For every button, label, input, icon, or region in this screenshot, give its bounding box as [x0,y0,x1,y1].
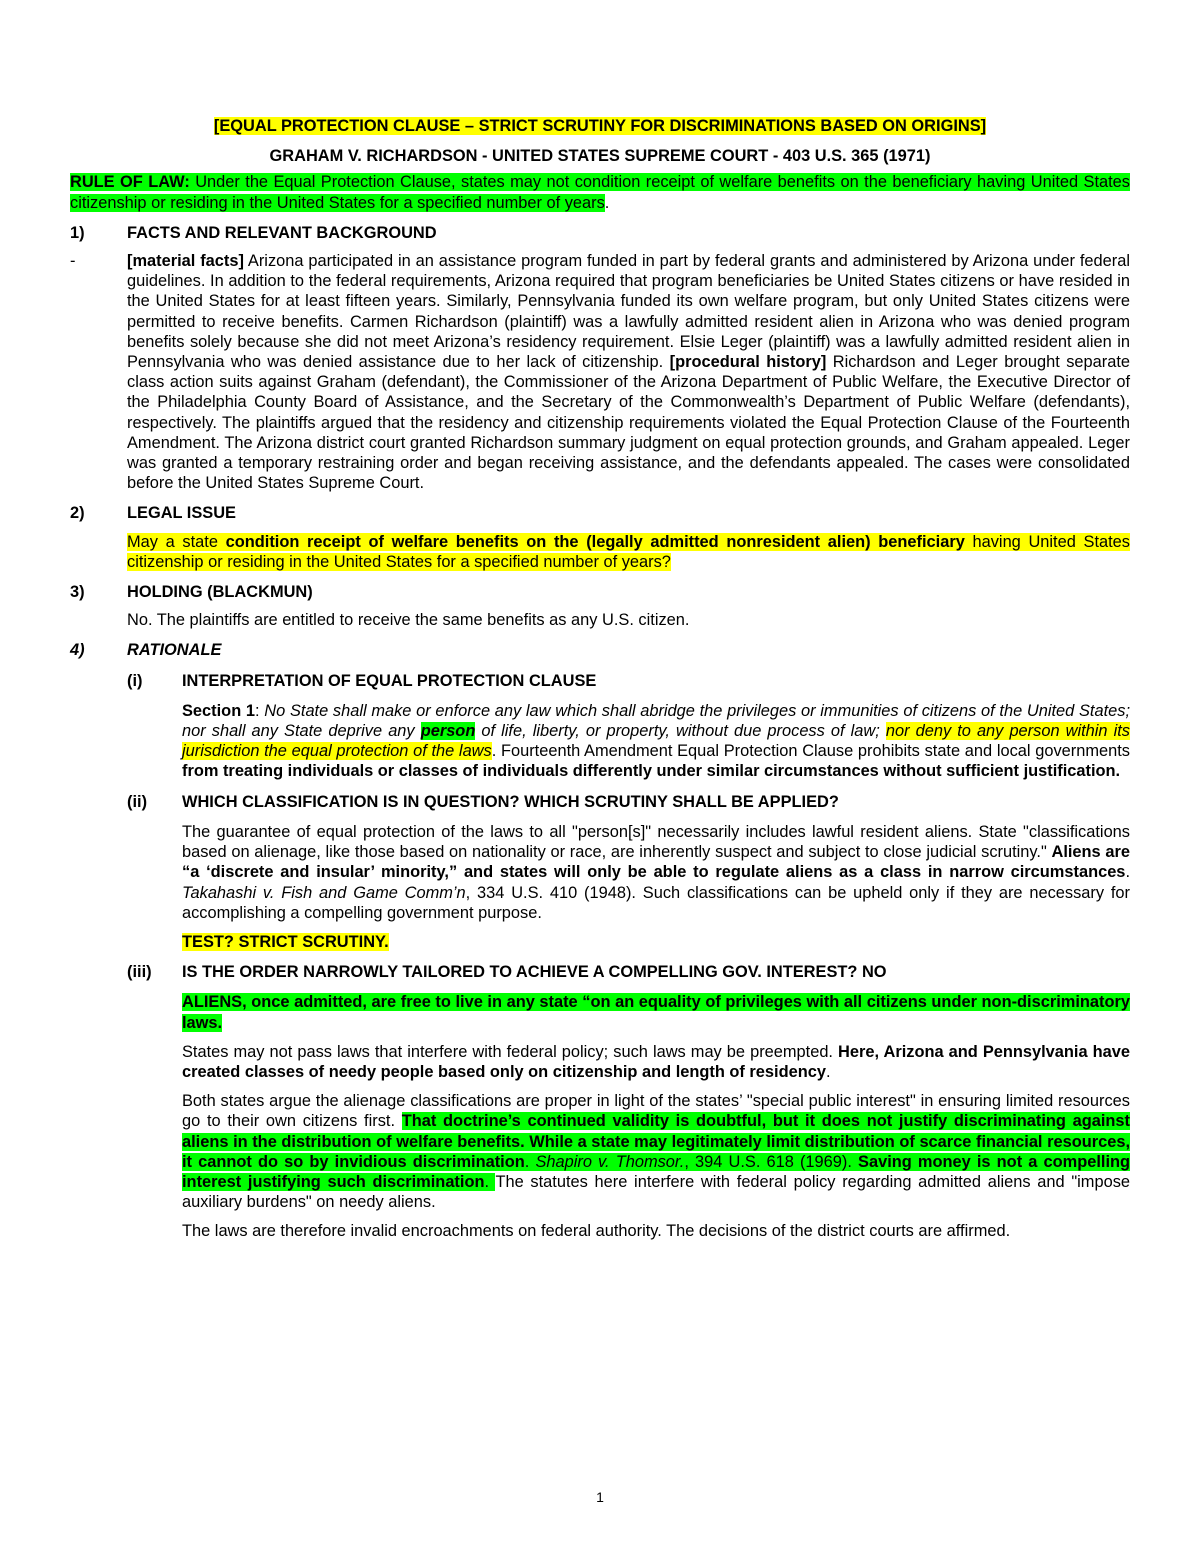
holding-text: No. The plaintiffs are entitled to receive the same benefits as any U.S. citizen. [127,611,690,630]
section-rationale-heading [70,640,1130,660]
section-1-text-1: . Fourteenth Amendment Equal Protection Clause prohibits state and local governments [491,742,1130,761]
amendment-quote-1: No State shall make or enforce any law which shall abridge the privileges or immunities of citizens of the United States; nor shall any State deprive any [182,701,1131,741]
argue-text-2: That doctrine’s continued validity is doubtful, but it does not justify discriminating against aliens in the distribution of welfare benefits. While a state may legitimately limit distribution of scarce financial resources, it cannot do so by invidious discrimination [182,1112,1131,1171]
amendment-quote-2: of life, liberty, or property, without due process of law; [475,722,886,741]
section-holding-heading [70,582,1130,602]
material-facts-text: Arizona participated in an assistance program funded in part by federal grants and administered by Arizona under federal guidelines. In addition to the federal requirements, Arizona required that program beneficiaries be United States citizens or have resided in the United States for at least fifteen years. Similarly, Pennsylvania funded its own welfare program, but only United States citizens were permitted to receive benefits. Carmen Richardson (plaintiff) was a lawfully admitted resident alien in Arizona who was denied program benefits solely because she did not meet Arizona’s residency requirement. Elsie Leger (plaintiff) was a lawfully admitted resident alien in Pennsylvania who was denied assistance due to her lack of citizenship. [127,252,1130,372]
section-number: 1) [70,223,85,242]
facts-text [127,251,1130,493]
classification-text-1: The guarantee of equal protection of the laws to all "person[s]" necessarily includes lawful resident aliens. State "classifications based on alienage, like those based on nationality or race, are inherently suspect and subject to close judicial scrutiny." [182,822,1130,862]
preemption-text-3: . [825,1062,831,1081]
subsection-title: IS THE ORDER NARROWLY TAILORED TO ACHIEVE A COMPELLING GOV. INTEREST? NO [182,963,887,982]
page-number: 1 [596,1489,604,1505]
section-title: HOLDING (BLACKMUN) [127,583,313,602]
case-citation-takahashi: Takahashi v. Fish and Game Comm’n [182,883,466,902]
rule-text: Under the Equal Protection Clause, states may not condition receipt of welfare benefits on the beneficiary having United States citizenship or residing in the United States for a specified number of years [70,173,1130,212]
test-line [182,932,1130,952]
procedural-history-text: Richardson and Leger brought separate class action suits against Graham (defendant), the Commissioner of the Arizona Department of Public Welfare, the Executive Director of the Philadelphia County Board of Assistance, and the Secretary of the Commonwealth’s Department of Public Welfare (defendants), respectively. The plaintiffs argued that the residency and citizenship requirements violated the Equal Protection Clause of the Fourteenth Amendment. The Arizona district court granted Richardson summary judgment on equal protection grounds, and Graham appealed. Leger was granted a temporary restraining order and began receiving assistance, and the defendants appealed. The cases were consolidated before the United States Supreme Court. [127,353,1130,493]
rule-of-law [70,172,1130,212]
test-text: TEST? STRICT SCRUTINY. [182,932,389,951]
section-title: LEGAL ISSUE [127,504,236,523]
colon: : [255,701,265,720]
subsection-number: (i) [127,671,143,690]
bullet-dash: - [70,252,76,271]
subsection-i-heading [127,671,1130,691]
subsection-iii-heading [127,962,1130,982]
classification-text-5: , 334 U.S. 410 (1948). Such classifications can be upheld only if they are necessary for accomplishing a compelling government purpose. [182,883,1130,922]
amendment-quote-3: nor deny to any person within its jurisdiction the equal protection of the laws [182,722,1130,761]
section-title: FACTS AND RELEVANT BACKGROUND [127,223,437,242]
case-citation-shapiro: Shapiro v. Thomsor. [535,1152,685,1171]
argue-text-8: The statutes here interfere with federal policy regarding admitted aliens and "impose auxiliary burdens" on needy aliens. [182,1172,1131,1212]
argue-text-1: Both states argue the alienage classifications are proper in light of the states’ "special public interest" in ensuring limited resources go to their own citizens first. [182,1092,1130,1131]
subsection-ii-heading [127,792,1130,812]
section-1-text [182,701,1130,782]
document-title [70,116,1130,136]
argue-text-7: . [484,1172,496,1191]
argue-text-3: . [524,1152,536,1171]
conclusion-paragraph: The laws are therefore invalid encroachments on federal authority. The decisions of the district courts are affirmed. [182,1222,1011,1241]
states-argue-paragraph [182,1091,1130,1212]
preemption-paragraph [182,1042,1130,1082]
case-citation: GRAHAM V. RICHARDSON - UNITED STATES SUPREME COURT - 403 U.S. 365 (1971) [269,147,931,166]
facts-item [70,251,1130,493]
title-text: [EQUAL PROTECTION CLAUSE – STRICT SCRUTINY FOR DISCRIMINATIONS BASED ON ORIGINS] [213,117,987,135]
classification-text-2: Aliens are “a ‘discrete and insular’ minority,” and states will only be able to regulate aliens as a class in narrow circumstances [182,843,1130,882]
argue-text-5: , 394 U.S. 618 (1969). [684,1152,859,1171]
preemption-text-1: States may not pass laws that interfere with federal policy; such laws may be preempted. [182,1042,839,1061]
subsection-title: INTERPRETATION OF EQUAL PROTECTION CLAUSE [182,671,597,690]
subsection-number: (iii) [127,963,152,982]
rule-label: RULE OF LAW: [70,173,190,192]
section-title: RATIONALE [127,641,222,660]
section-issue-heading [70,503,1130,523]
section-number: 3) [70,583,85,602]
subsection-number: (ii) [127,792,148,811]
document-page [70,116,1130,1251]
argue-text-6: Saving money is not a compelling interest justifying such discrimination [182,1152,1131,1191]
section-number: 4) [70,641,85,660]
section-facts-heading [70,223,1130,243]
procedural-history-label: [procedural history] [669,353,827,372]
person-highlight: person [420,722,476,741]
rule-end: . [604,193,610,212]
issue-text-3: having United States citizenship or residing in the United States for a specified number of years? [127,532,1130,571]
classification-text [182,822,1130,923]
aliens-text: ALIENS, once admitted, are free to live in any state “on an equality of privileges with all citizens under non-discriminatory laws. [182,993,1130,1032]
issue-text-1: May a state [127,532,226,551]
section-1-label: Section 1 [182,701,256,720]
aliens-paragraph [182,992,1130,1032]
classification-text-3: . [1125,863,1130,882]
material-facts-label: [material facts] [127,252,244,271]
section-number: 2) [70,504,85,523]
subsection-title: WHICH CLASSIFICATION IS IN QUESTION? WHICH SCRUTINY SHALL BE APPLIED? [182,792,839,811]
legal-issue-question [127,532,1130,572]
preemption-text-2: Here, Arizona and Pennsylvania have created classes of needy people based only on citizenship and length of residency [182,1042,1130,1081]
section-1-text-2: from treating individuals or classes of individuals differently under similar circumstances without sufficient justification. [182,762,1121,781]
issue-text-2: condition receipt of welfare benefits on the (legally admitted nonresident alien) beneficiary [225,532,965,551]
